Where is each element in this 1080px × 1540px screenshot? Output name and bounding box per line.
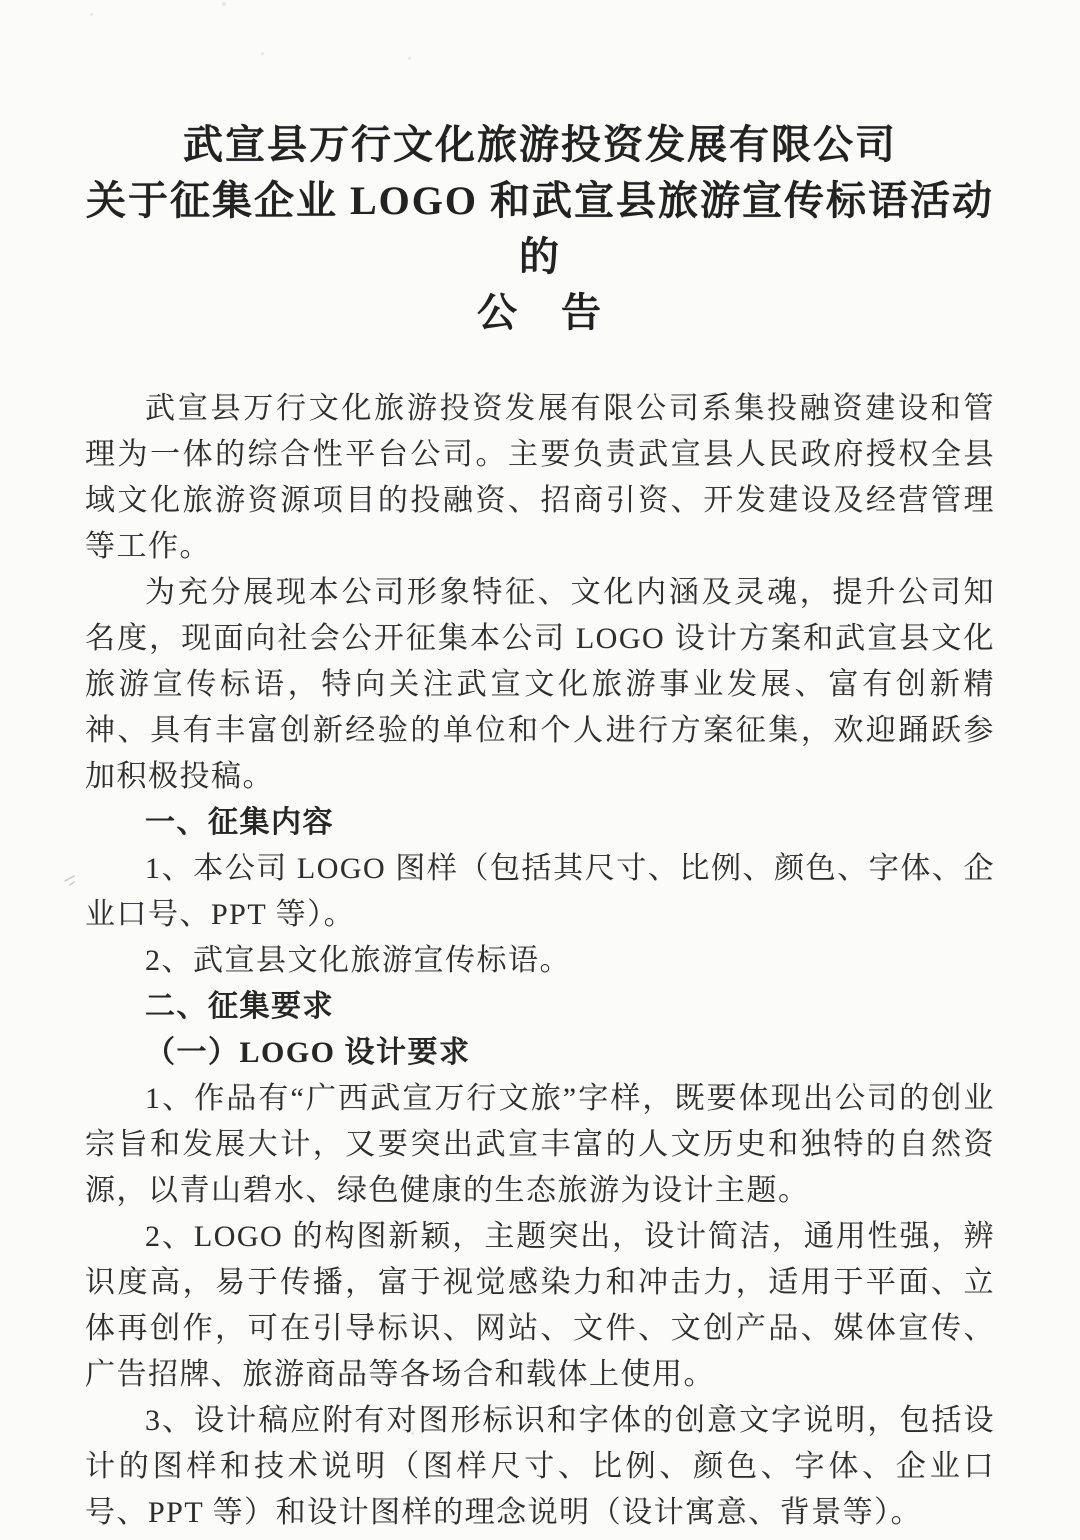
paragraph-content-item-1: 1、本公司 LOGO 图样（包括其尺寸、比例、颜色、字体、企业口号、PPT 等）。 (85, 852, 995, 931)
heading-logo-design-requirements: （一）LOGO 设计要求 (145, 1036, 471, 1069)
paragraph-logo-requirement-1: 1、作品有“广西武宣万行文旅”字样，既要体现出公司的创业宗旨和发展大计，又要突出武宣丰富的人文历史和独特的自然资源，以青山碧水、绿色健康的生态旅游为设计主题。 (85, 1082, 995, 1207)
heading-collection-content: 一、征集内容 (145, 806, 334, 839)
paragraph-logo-requirement-3: 3、设计稿应附有对图形标识和字体的创意文字说明，包括设计的图样和技术说明（图样尺寸、比例、颜色、字体、企业口号、PPT 等）和设计图样的理念说明（设计寓意、背景等）。 (85, 1404, 995, 1529)
scan-speck (90, 13, 93, 16)
scan-speck (261, 52, 264, 55)
doc-title-line-2: 关于征集企业 LOGO 和武宣县旅游宣传标语活动的 (85, 178, 995, 279)
scan-speck (222, 2, 226, 6)
document-content (85, 117, 995, 1536)
paragraph-logo-requirement-2: 2、LOGO 的构图新颖，主题突出，设计简洁，通用性强，辨识度高，易于传播，富于视觉感染力和冲击力，适用于平面、立体再创作，可在引导标识、网站、文件、文创产品、媒体宣传、广告招牌、旅游商品等各场合和载体上使用。 (85, 1220, 995, 1391)
document-body (85, 386, 995, 1536)
doc-title-line-3: 公 告 (477, 290, 603, 335)
heading-collection-requirements: 二、征集要求 (145, 990, 334, 1023)
scan-speck (408, 57, 411, 60)
scan-smudge (62, 870, 82, 890)
paragraph-content-item-2: 2、武宣县文化旅游宣传标语。 (145, 944, 571, 977)
doc-title-line-1: 武宣县万行文化旅游投资发展有限公司 (183, 122, 897, 167)
paragraph-company-intro: 武宣县万行文化旅游投资发展有限公司系集投融资建设和管理为一体的综合性平台公司。主要负责武宣县人民政府授权全县域文化旅游资源项目的投融资、招商引资、开发建设及经营管理等工作。 (85, 392, 995, 563)
paragraph-solicitation-intro: 为充分展现本公司形象特征、文化内涵及灵魂，提升公司知名度，现面向社会公开征集本公司 LOGO 设计方案和武宣县文化旅游宣传标语，特向关注武宣文化旅游事业发展、富有创新精神、具有丰富创新经验的单位和个人进行方案征集，欢迎踊跃参加积极投稿。 (85, 576, 995, 793)
